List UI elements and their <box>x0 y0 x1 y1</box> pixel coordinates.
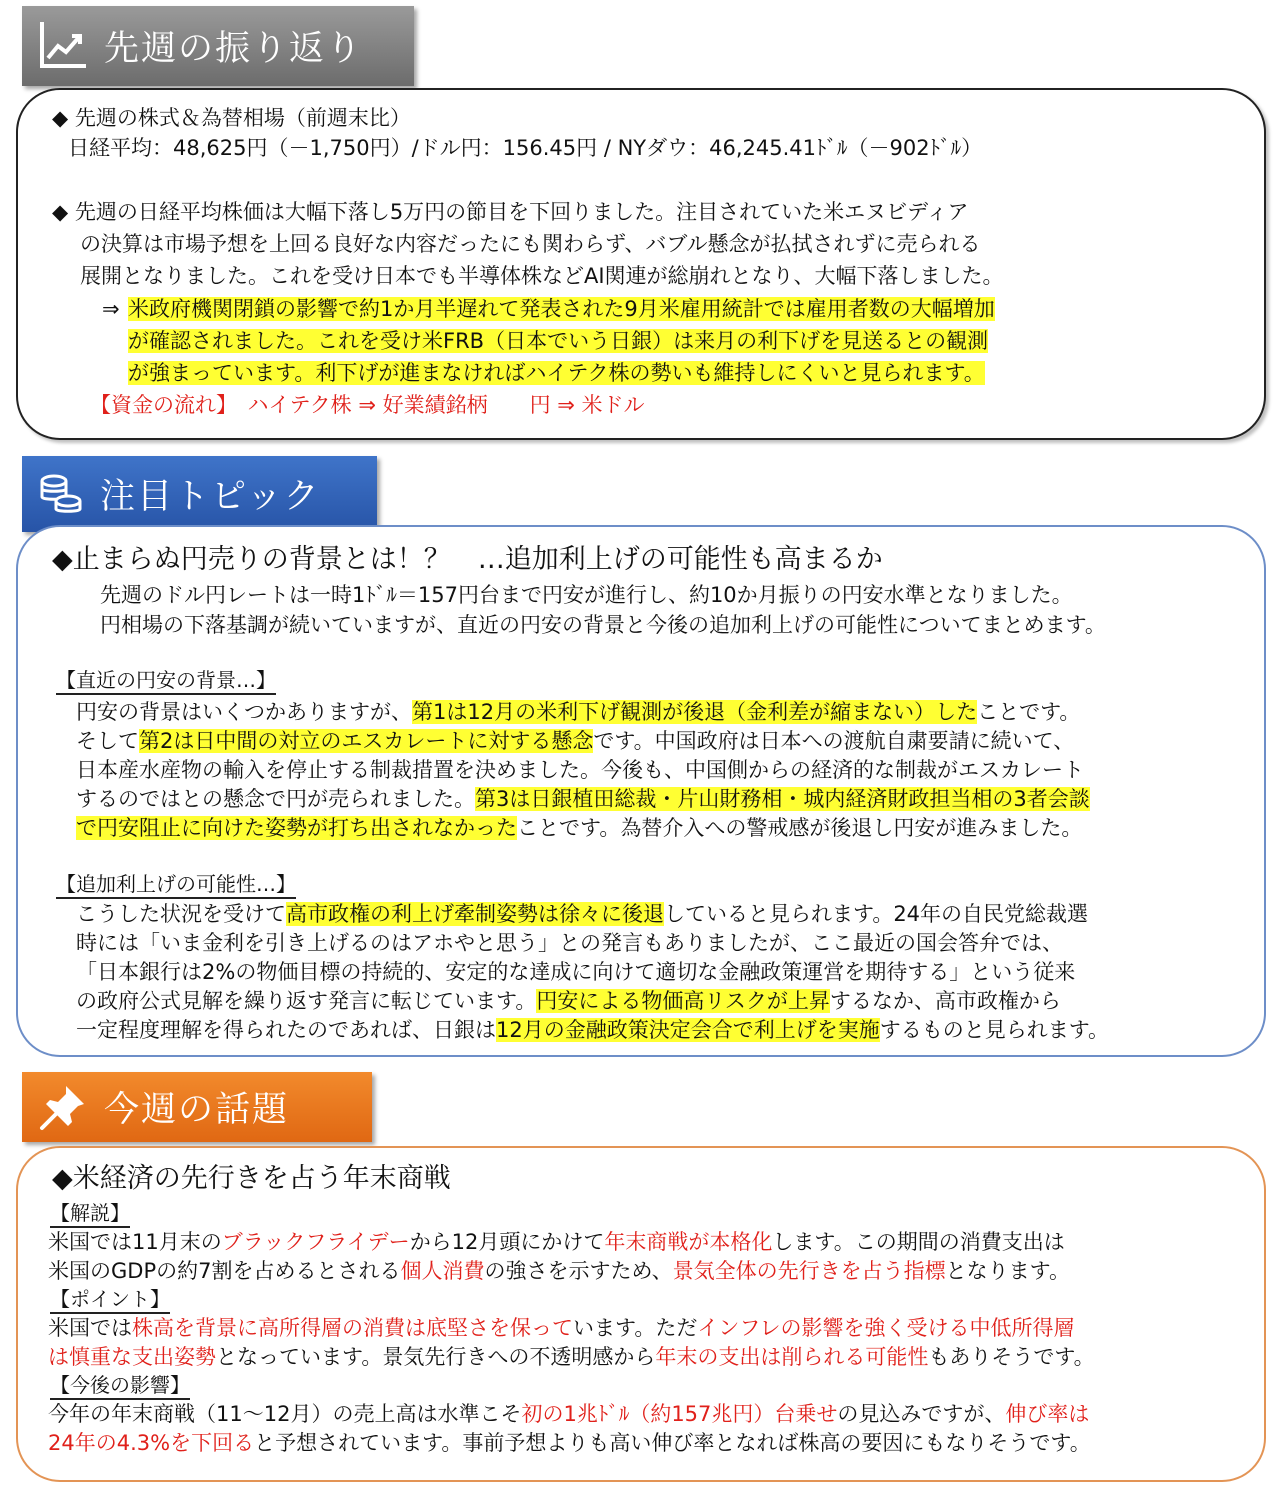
text-line: 日本産水産物の輸入を停止する制裁措置を決めました。今後も、中国側からの経済的な制裁がエスカレート <box>76 758 1084 782</box>
section-label-point: 【ポイント】 <box>50 1286 170 1314</box>
red-segment: 24年の4.3%を下回る <box>48 1431 255 1455</box>
text-segment: となります。 <box>945 1259 1070 1283</box>
tab-title: 今週の話題 <box>104 1090 290 1130</box>
highlight-segment: 第3は日銀植田総裁・片山財務相・城内経済財政担当相の3者会談 <box>475 787 1090 811</box>
text-segment: ことです。為替介入への警戒感が後退し円安が進みました。 <box>517 816 1083 840</box>
section-label-explanation: 【解説】 <box>50 1200 130 1228</box>
text-segment: 米国では11月末の <box>48 1230 222 1254</box>
section-label-impact: 【今後の影響】 <box>50 1372 190 1400</box>
text-segment: するものと見られます。 <box>879 1018 1110 1042</box>
text-segment: 一定程度理解を得られたのであれば、日銀は <box>76 1018 496 1042</box>
text-segment: います。ただ <box>573 1316 698 1340</box>
coin-stack-icon <box>36 469 86 519</box>
red-segment: 株高を背景に高所得層の消費は底堅さを保って <box>132 1316 573 1340</box>
review-paragraph-line: の決算は市場予想を上回る良好な内容だったにも関わらず、バブル懸念が払拭されずに売られる <box>80 232 981 256</box>
pushpin-icon <box>36 1080 90 1134</box>
highlight-segment: 第1は12月の米利下げ観測が後退（金利差が縮まない）した <box>412 700 978 724</box>
highlight-line: が確認されました。これを受け米FRB（日本でいう日銀）は来月の利下げを見送るとの観測 <box>128 329 989 353</box>
text-segment: 円安の背景はいくつかありますが、 <box>76 700 412 724</box>
text-segment: の見込みですが、 <box>837 1402 1006 1426</box>
topic-intro-line: 円相場の下落基調が続いていますが、直近の円安の背景と今後の追加利上げの可能性についてまとめます。 <box>100 613 1106 637</box>
tab-title: 注目トピック <box>100 477 321 517</box>
highlight-line: 米政府機関閉鎖の影響で約1か月半遅れて発表された9月米雇用統計では雇用者数の大幅増加 <box>128 297 995 321</box>
highlight-line: が強まっています。利下げが進まなければハイテク株の勢いも維持しにくいと見られます。 <box>128 361 985 385</box>
text-segment: そして <box>76 729 139 753</box>
section-tab-week <box>22 1072 372 1142</box>
topic-panel <box>16 525 1266 1057</box>
section-tab-review <box>22 6 414 86</box>
red-segment: 個人消費 <box>400 1259 485 1283</box>
text-segment: するのではとの懸念で円が売られました。 <box>76 787 475 811</box>
text-segment: です。中国政府は日本への渡航自粛要請に続いて、 <box>593 729 1075 753</box>
text-segment: します。この期間の消費支出は <box>772 1230 1065 1254</box>
red-segment: 景気全体の先行きを占う指標 <box>672 1259 946 1283</box>
red-segment: 初の1兆ﾄﾞﾙ（約157兆円）台乗せ <box>521 1402 838 1426</box>
highlight-segment: 12月の金融政策決定会合で利上げを実施 <box>496 1018 880 1042</box>
market-line: 日経平均：48,625円（－1,750円）/ドル円：156.45円 / NYダウ：46,245.41ﾄﾞﾙ（－902ﾄﾞﾙ） <box>68 136 983 160</box>
text-segment: 米国のGDPの約7割を占めるとされる <box>48 1259 401 1283</box>
text-segment: の強さを示すため、 <box>484 1259 673 1283</box>
highlight-segment: 高市政権の利上げ牽制姿勢は徐々に後退 <box>286 902 664 926</box>
text-segment: ことです。 <box>977 700 1081 724</box>
tab-title: 先週の振り返り <box>104 29 364 69</box>
text-segment: と予想されています。事前予想よりも高い伸び率となれば株高の要因にもなりそうです。 <box>254 1431 1091 1455</box>
text-segment: するなか、高市政権から <box>829 989 1061 1013</box>
highlight-segment: で円安阻止に向けた姿勢が打ち出されなかった <box>76 816 517 840</box>
red-segment: インフレの影響を強く受ける中低所得層 <box>697 1316 1075 1340</box>
topic-intro-line: 先週のドル円レートは一時1ﾄﾞﾙ＝157円台まで円安が進行し、約10か月振りの円安水準となりました。 <box>100 583 1073 607</box>
section-label-rate-hike: 【追加利上げの可能性…】 <box>56 871 296 899</box>
text-segment: となっています。景気先行きへの不透明感から <box>216 1345 656 1369</box>
week-panel <box>16 1146 1266 1482</box>
text-segment: こうした状況を受けて <box>76 902 286 926</box>
week-heading: ◆米経済の先行きを占う年末商戦 <box>52 1163 451 1194</box>
red-segment: は慎重な支出姿勢 <box>48 1345 216 1369</box>
review-paragraph-line: ◆ 先週の日経平均株価は大幅下落し5万円の節目を下回りました。注目されていた米エヌビディア <box>52 200 969 224</box>
red-segment: 伸び率は <box>1005 1402 1090 1426</box>
text-line: 「日本銀行は2%の物価目標の持続的、安定的な達成に向けて適切な金融政策運営を期待する」という従来 <box>76 960 1076 984</box>
text-segment: 米国では <box>48 1316 132 1340</box>
text-segment: から12月頭にかけて <box>409 1230 605 1254</box>
review-paragraph-line: 展開となりました。これを受け日本でも半導体株などAI関連が総崩れとなり、大幅下落しました。 <box>80 264 1004 288</box>
market-heading: ◆ 先週の株式＆為替相場（前週末比） <box>52 106 411 130</box>
highlight-segment: 円安による物価高リスクが上昇 <box>536 989 830 1013</box>
money-flow: 【資金の流れ】 ハイテク株 ⇒ 好業績銘柄 円 ⇒ 米ドル <box>90 393 645 417</box>
review-panel <box>16 88 1266 440</box>
highlight-segment: 第2は日中間の対立のエスカレートに対する懸念 <box>139 729 594 753</box>
text-segment: もありそうです。 <box>928 1345 1095 1369</box>
red-segment: ブラックフライデー <box>221 1230 410 1254</box>
arrow-mark: ⇒ <box>102 297 120 321</box>
topic-heading: ◆止まらぬ円売りの背景とは！？ …追加利上げの可能性も高まるか <box>52 544 883 575</box>
line-chart-icon <box>34 18 90 74</box>
red-segment: 年末商戦が本格化 <box>604 1230 773 1254</box>
red-segment: 年末の支出は削られる可能性 <box>655 1345 929 1369</box>
section-tab-topic <box>22 456 377 532</box>
text-segment: の政府公式見解を繰り返す発言に転じています。 <box>76 989 537 1013</box>
text-segment: 今年の年末商戦（11～12月）の売上高は水準こそ <box>48 1402 522 1426</box>
text-segment: していると見られます。24年の自民党総裁選 <box>664 902 1089 926</box>
section-label-background: 【直近の円安の背景…】 <box>56 667 276 695</box>
text-line: 時には「いま金利を引き上げるのはアホやと思う」との発言もありましたが、ここ最近の国会答弁では、 <box>76 931 1063 955</box>
